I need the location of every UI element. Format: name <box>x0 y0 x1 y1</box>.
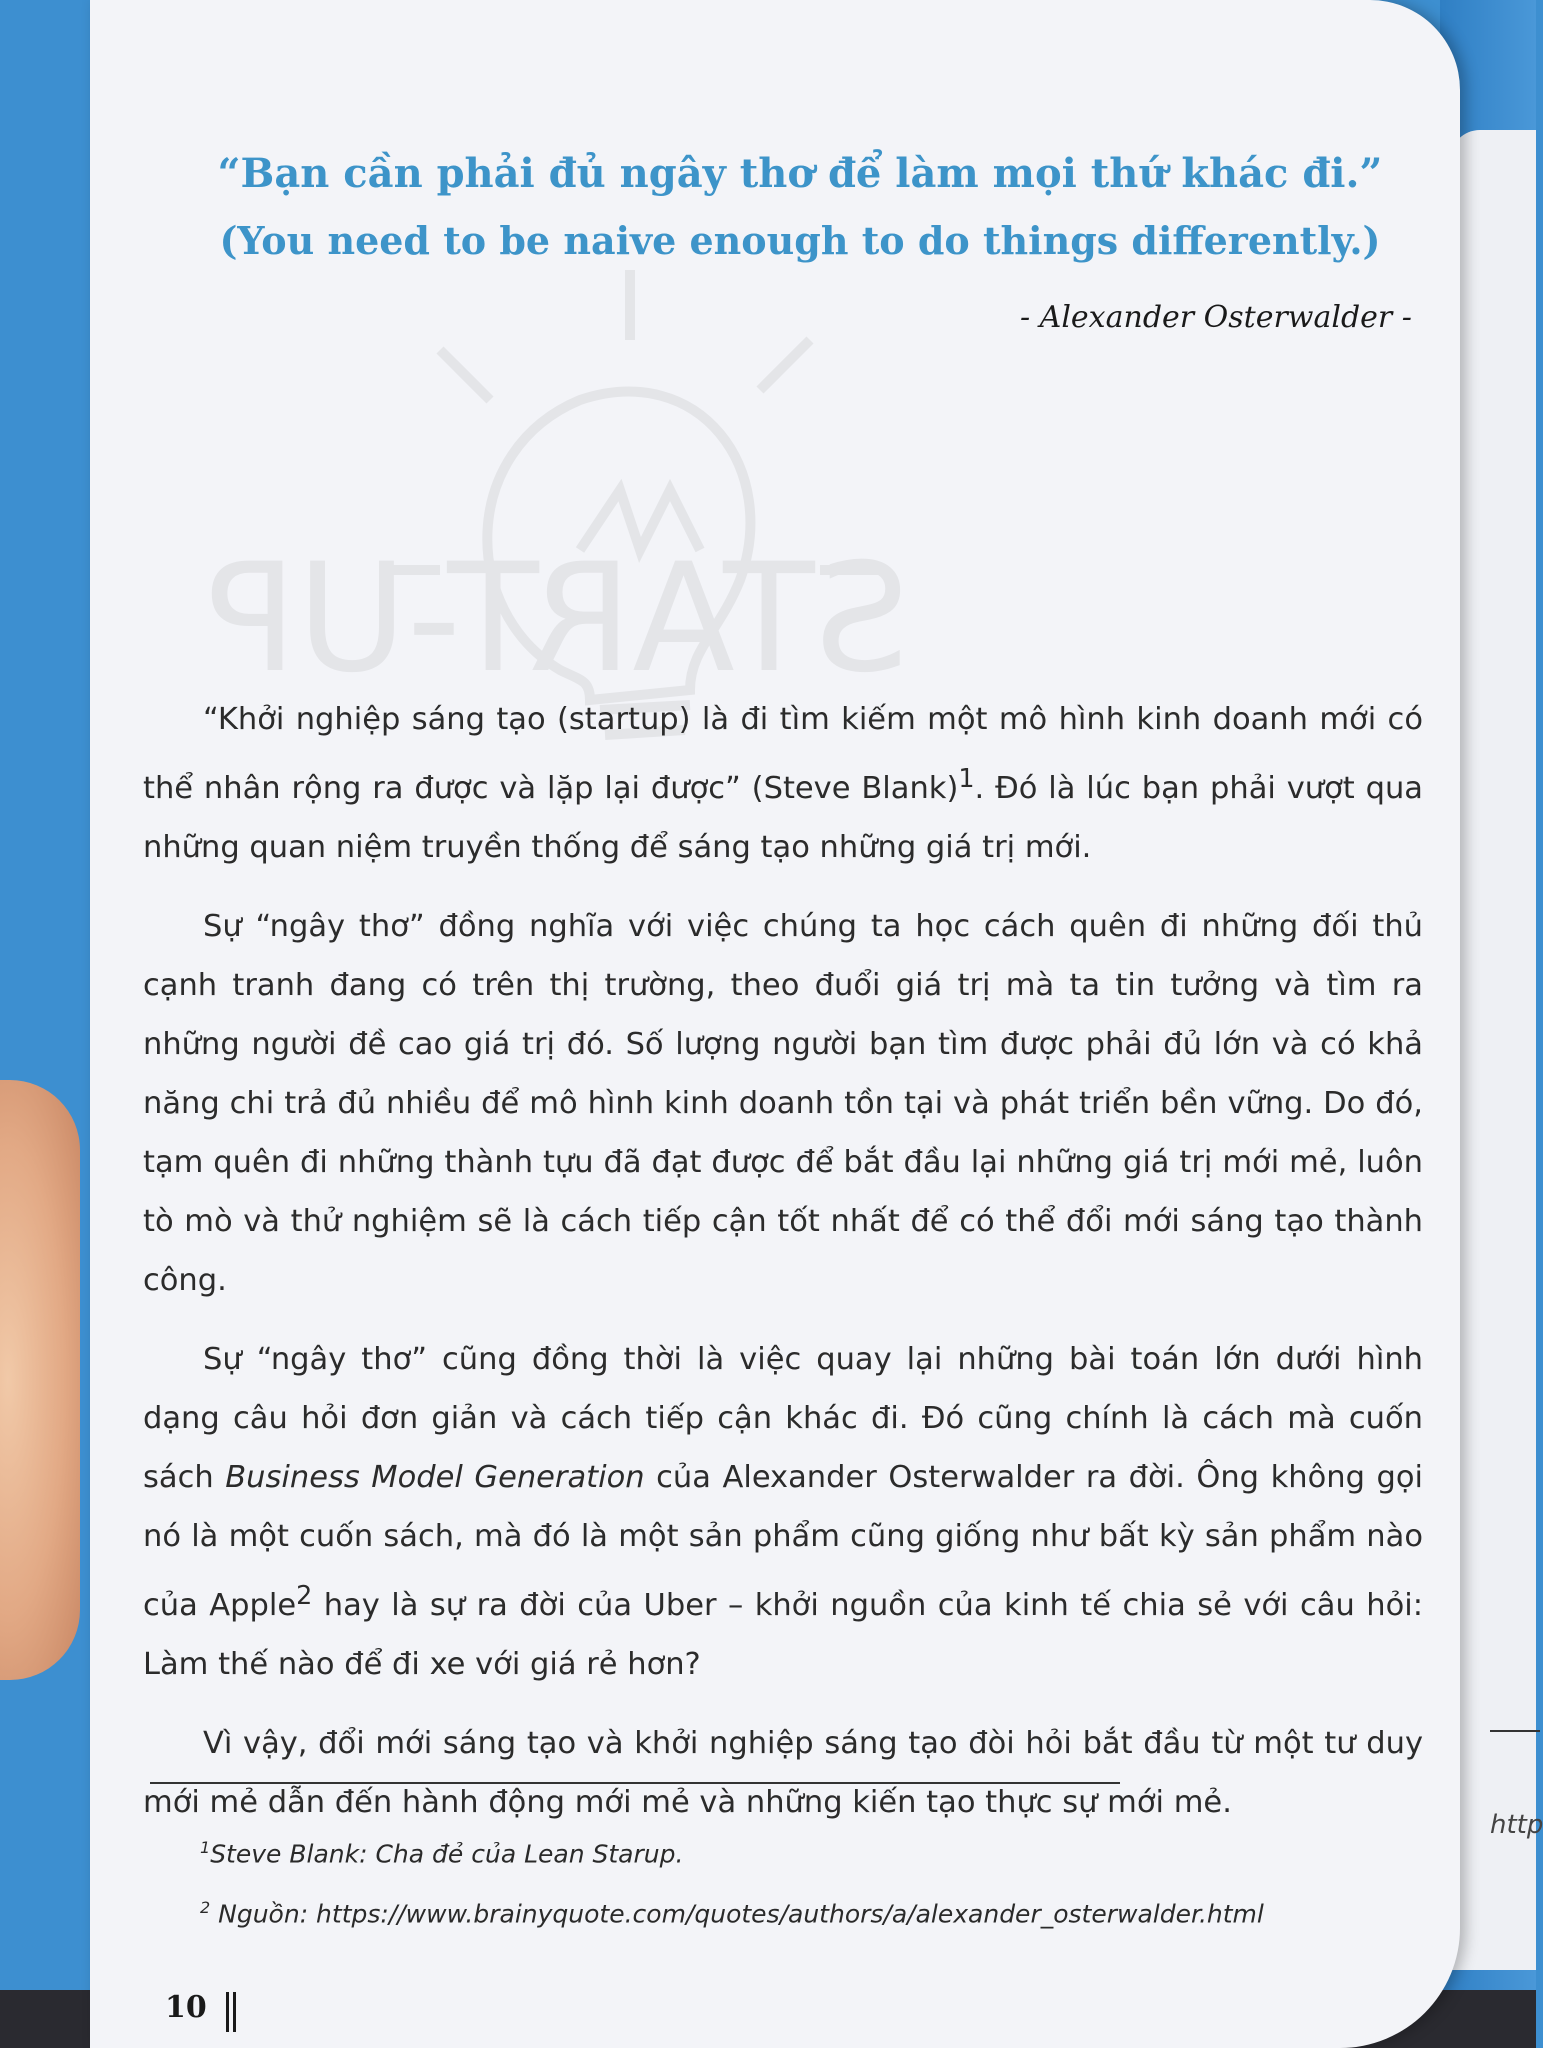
paragraph-2: Sự “ngây thơ” đồng nghĩa với việc chúng ta học cách quên đi những đối thủ cạnh tranh đang có trên thị trường, theo đuổi giá trị mà ta tin tưởng và tìm ra những người đề cao giá trị đó. Số lượng người bạn tìm được phải đủ lớn và có khả năng chi trả đủ nhiều để mô hình kinh doanh tồn tại và phát triển bền vững. Do đó, tạm quên đi những thành tựu đã đạt được để bắt đầu lại những giá trị mới mẻ, luôn tò mò và thử nghiệm sẽ là cách tiếp cận tốt nhất để có thể đổi mới sáng tạo thành công. <box>143 909 1423 1299</box>
page-number-bar <box>226 1992 229 2032</box>
watermark-text: START-UP <box>206 532 910 706</box>
paragraph-3 <box>143 1330 1423 1694</box>
body-text <box>143 690 1423 1852</box>
next-page-rule <box>1490 1730 1540 1732</box>
footnote-ref-2: 2 <box>296 1580 313 1611</box>
paragraph-4: Vì vậy, đổi mới sáng tạo và khởi nghiệp sáng tạo đòi hỏi bắt đầu từ một tư duy mới mẻ dẫn đến hành động mới mẻ và những kiến tạo thực sự mới mẻ. <box>143 1726 1423 1821</box>
thumb <box>0 1080 80 1680</box>
page-number: 10 <box>165 1990 207 2025</box>
paragraph-1 <box>143 690 1423 877</box>
next-page-edge <box>1450 130 1543 1970</box>
paragraph-3-part-b: của Alexander Osterwalder ra đời. Ông không gọi nó là một cuốn sách, mà đó là một sản phẩm cũng giống như bất kỳ sản phẩm nào của Apple <box>143 1460 1423 1624</box>
quote-english: (You need to be naive enough to do things differently.) <box>219 218 1381 263</box>
quote-vietnamese: “Bạn cần phải đủ ngây thơ để làm mọi thứ khác đi.” <box>217 150 1383 197</box>
page-number-bar <box>233 1992 236 2032</box>
footnote-2-number: 2 <box>200 1898 211 1917</box>
paragraph-3-part-a: Sự “ngây thơ” cũng đồng thời là việc quay lại những bài toán lớn dưới hình dạng câu hỏi đơn giản và cách tiếp cận khác đi. Đó cũng chính là cách mà cuốn sách <box>143 1342 1423 1496</box>
paragraph-1-part-a: “Khởi nghiệp sáng tạo (startup) là đi tìm kiếm một mô hình kinh doanh mới có thể nhân rộng ra được và lặp lại được” (Steve Blank) <box>143 702 1423 807</box>
footnote-1-text: Steve Blank: Cha đẻ của Lean Starup. <box>210 1839 684 1869</box>
footnote-1-number: 1 <box>200 1838 211 1857</box>
footnote-separator <box>150 1782 1120 1784</box>
paragraph-1-part-b: . Đó là lúc bạn phải vượt qua những quan niệm truyền thống để sáng tạo những giá trị mới. <box>143 771 1423 866</box>
footnote-1 <box>200 1838 683 1868</box>
next-page-fragment: http <box>1490 1810 1543 1840</box>
paragraph-3-part-c: hay là sự ra đời của Uber – khởi nguồn của kinh tế chia sẻ với câu hỏi: Làm thế nào để đi xe với giá rẻ hơn? <box>143 1588 1423 1683</box>
footnote-2-text: Nguồn: https://www.brainyquote.com/quotes/authors/a/alexander_osterwalder.html <box>210 1899 1264 1929</box>
footnote-2 <box>200 1898 1264 1928</box>
book-title: Business Model Generation <box>225 1460 645 1496</box>
quote-author: - Alexander Osterwalder - <box>1020 300 1412 335</box>
footnote-ref-1: 1 <box>958 763 975 793</box>
